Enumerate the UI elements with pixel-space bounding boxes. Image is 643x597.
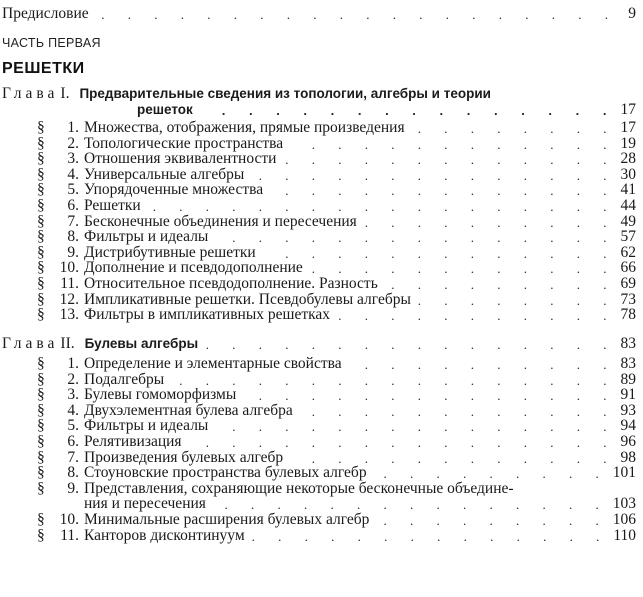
section-title: Релятивизация: [84, 433, 182, 450]
toc-entry-preface[interactable]: [0, 6, 636, 22]
toc-section-entry[interactable]: [0, 512, 636, 528]
page-number: 106: [612, 511, 636, 528]
toc-section-entry[interactable]: [0, 182, 636, 198]
chapter-title: Булевы алгебры: [84, 336, 199, 351]
dot-leader: [214, 233, 616, 245]
section-number: 7.: [67, 212, 79, 230]
page-number: 110: [613, 526, 636, 544]
section-number: 6.: [67, 197, 79, 214]
page-number: 83: [620, 335, 636, 352]
section-sign: §: [37, 212, 45, 230]
page-number: 91: [620, 386, 636, 404]
page-number: 17: [620, 119, 636, 136]
toc-section-entry[interactable]: [0, 260, 636, 276]
section-sign: §: [37, 526, 45, 544]
section-number: 11.: [60, 275, 79, 292]
page-number: 41: [620, 181, 636, 199]
dot-leader: [348, 360, 617, 372]
section-number: 2.: [67, 370, 79, 388]
section-title: Дистрибутивные решетки: [84, 243, 256, 261]
section-number: 4.: [67, 165, 79, 183]
section-sign: §: [37, 355, 45, 372]
toc-section-entry[interactable]: [0, 229, 636, 245]
section-title: Множества, отображения, прямые произведения: [84, 119, 405, 136]
toc-section-entry-cont[interactable]: [0, 496, 636, 512]
page-number: 49: [620, 212, 636, 230]
section-title: Минимальные расширения булевых алгебр: [84, 511, 370, 528]
dot-leader: [299, 407, 617, 419]
section-number: 11.: [60, 526, 79, 544]
page-number: 103: [612, 495, 636, 513]
toc-section-entry[interactable]: [0, 434, 636, 450]
toc-section-entry[interactable]: [0, 528, 636, 544]
section-title: Стоуновские пространства булевых алгебр: [84, 464, 367, 482]
section-sign: §: [37, 290, 45, 308]
section-sign: §: [37, 386, 45, 404]
page-number: 96: [620, 433, 636, 450]
toc-section-entry[interactable]: [0, 418, 636, 434]
page-number: 83: [620, 355, 636, 372]
chapter-number: II.: [60, 335, 75, 352]
dot-leader: [242, 391, 616, 403]
section-title: Фильтры в импликативных решетках: [84, 306, 331, 324]
toc-section-entry[interactable]: [0, 214, 636, 230]
section-title: Импликативные решетки. Псевдобулевы алгебры: [84, 290, 411, 308]
section-number: 6.: [67, 433, 79, 450]
page-number: 93: [620, 401, 636, 419]
dot-leader: [384, 280, 617, 292]
toc-section-entry[interactable]: [0, 151, 636, 167]
section-title: Отношения эквивалентности: [84, 150, 277, 168]
dot-leader: [262, 249, 617, 261]
toc-section-entry[interactable]: [0, 481, 636, 497]
section-sign: §: [37, 275, 45, 292]
dot-leader: [204, 340, 616, 352]
dot-leader: [95, 10, 618, 22]
toc-section-entry[interactable]: [0, 356, 636, 372]
section-number: 1.: [67, 119, 79, 136]
section-number: 10.: [59, 511, 79, 528]
section-title: Дополнение и псевдодополнение: [84, 259, 303, 277]
section-number: 5.: [67, 417, 79, 435]
toc-section-entry[interactable]: [0, 292, 636, 308]
section-sign: §: [37, 433, 45, 450]
section-number: 8.: [67, 464, 79, 482]
chapter-label: Глава: [2, 335, 59, 352]
dot-leader: [251, 532, 610, 544]
page-number: 98: [620, 448, 636, 466]
toc-section-entry[interactable]: [0, 372, 636, 388]
part-title: РЕШЕТКИ: [2, 60, 85, 77]
section-number: 7.: [67, 448, 79, 466]
section-number: 3.: [67, 386, 79, 404]
section-title: Булевы гомоморфизмы: [84, 386, 237, 404]
section-number: 2.: [67, 134, 79, 152]
chapter-title: Предварительные сведения из топологии, алгебры и теории: [79, 86, 491, 101]
dot-leader: [250, 171, 616, 183]
toc-section-entry[interactable]: [0, 120, 636, 136]
page-number: 57: [620, 228, 636, 246]
chapter-title-cont: решеток: [137, 102, 193, 117]
section-title: Определение и элементарные свойства: [84, 355, 342, 372]
page-number: 66: [620, 259, 636, 277]
dot-leader: [336, 311, 616, 323]
section-title: Бесконечные объединения и пересечения: [84, 212, 357, 230]
dot-leader: [375, 516, 608, 528]
section-sign: §: [37, 228, 45, 246]
page-number: 44: [620, 197, 636, 214]
section-sign: §: [37, 401, 45, 419]
toc-section-entry[interactable]: [0, 245, 636, 261]
page-number: 28: [620, 150, 636, 168]
section-title: Канторов дисконтинуум: [84, 526, 245, 544]
chapter-label: Глава: [2, 85, 59, 102]
section-sign: §: [37, 511, 45, 528]
section-sign: §: [37, 370, 45, 388]
dot-leader: [411, 124, 617, 136]
page-number: 101: [612, 464, 636, 482]
section-number: 10.: [59, 259, 79, 277]
section-number: 9.: [67, 243, 79, 261]
section-number: 9.: [67, 479, 79, 497]
section-number: 8.: [67, 228, 79, 246]
section-number: 1.: [67, 355, 79, 372]
dot-leader: [199, 106, 617, 118]
section-title: Фильтры и идеалы: [84, 417, 209, 435]
page-number: 62: [620, 243, 636, 261]
section-sign: §: [37, 119, 45, 136]
section-sign: §: [37, 165, 45, 183]
page-number: 94: [620, 417, 636, 435]
section-sign: §: [37, 306, 45, 324]
section-number: 13.: [59, 306, 79, 324]
toc-chapter-1-heading[interactable]: [0, 86, 636, 102]
section-sign: §: [37, 134, 45, 152]
page-number: 73: [620, 290, 636, 308]
section-sign: §: [37, 479, 45, 497]
section-sign: §: [37, 197, 45, 214]
toc-chapter-2-heading[interactable]: [0, 336, 636, 352]
entry-title: Предисловие: [2, 5, 89, 22]
section-title: Представления, сохраняющие некоторые бесконечные объедине-: [84, 479, 514, 497]
chapter-number: I.: [60, 85, 70, 102]
section-sign: §: [37, 417, 45, 435]
toc-chapter-1-heading-cont[interactable]: [0, 102, 636, 118]
page-number: 69: [620, 275, 636, 292]
section-number: 5.: [67, 181, 79, 199]
section-title: Универсальные алгебры: [84, 165, 245, 183]
dot-leader: [289, 140, 616, 152]
section-title: Решетки: [84, 197, 141, 214]
page-number: 78: [620, 306, 636, 324]
dot-leader: [170, 376, 616, 388]
toc-section-entry[interactable]: [0, 387, 636, 403]
section-sign: §: [37, 259, 45, 277]
dot-leader: [214, 422, 616, 434]
toc-section-entry[interactable]: [0, 403, 636, 419]
toc-section-entry[interactable]: [0, 450, 636, 466]
section-number: 4.: [67, 401, 79, 419]
toc-section-entry[interactable]: [0, 198, 636, 214]
toc-section-entry[interactable]: [0, 167, 636, 183]
section-sign: §: [37, 464, 45, 482]
section-title: Топологические пространства: [84, 134, 284, 152]
section-title-cont: ния и пересечения: [84, 495, 206, 513]
page-number: 89: [620, 370, 636, 388]
section-title: Упорядоченные множества: [84, 181, 264, 199]
part-label: ЧАСТЬ ПЕРВАЯ: [2, 36, 101, 50]
section-title: Произведения булевых алгебр: [84, 448, 284, 466]
section-sign: §: [37, 181, 45, 199]
section-number: 12.: [59, 290, 79, 308]
section-title: Относительное псевдодополнение. Разность: [84, 275, 378, 292]
toc-section-entry[interactable]: [0, 465, 636, 481]
section-sign: §: [37, 448, 45, 466]
toc-section-entry[interactable]: [0, 136, 636, 152]
dot-leader: [363, 218, 617, 230]
section-sign: §: [37, 150, 45, 168]
section-title: Фильтры и идеалы: [84, 228, 209, 246]
dot-leader: [282, 155, 616, 167]
dot-leader: [417, 296, 617, 308]
toc-section-entry[interactable]: [0, 307, 636, 323]
dot-leader: [269, 186, 616, 198]
section-title: Подалгебры: [84, 370, 165, 388]
toc-section-entry[interactable]: [0, 276, 636, 292]
page-number: 30: [620, 165, 636, 183]
section-number: 3.: [67, 150, 79, 168]
page-number: 17: [620, 101, 636, 118]
section-title: Двухэлементная булева алгебра: [84, 401, 293, 419]
page-number: 9: [628, 5, 636, 22]
section-sign: §: [37, 243, 45, 261]
page-number: 19: [620, 134, 636, 152]
